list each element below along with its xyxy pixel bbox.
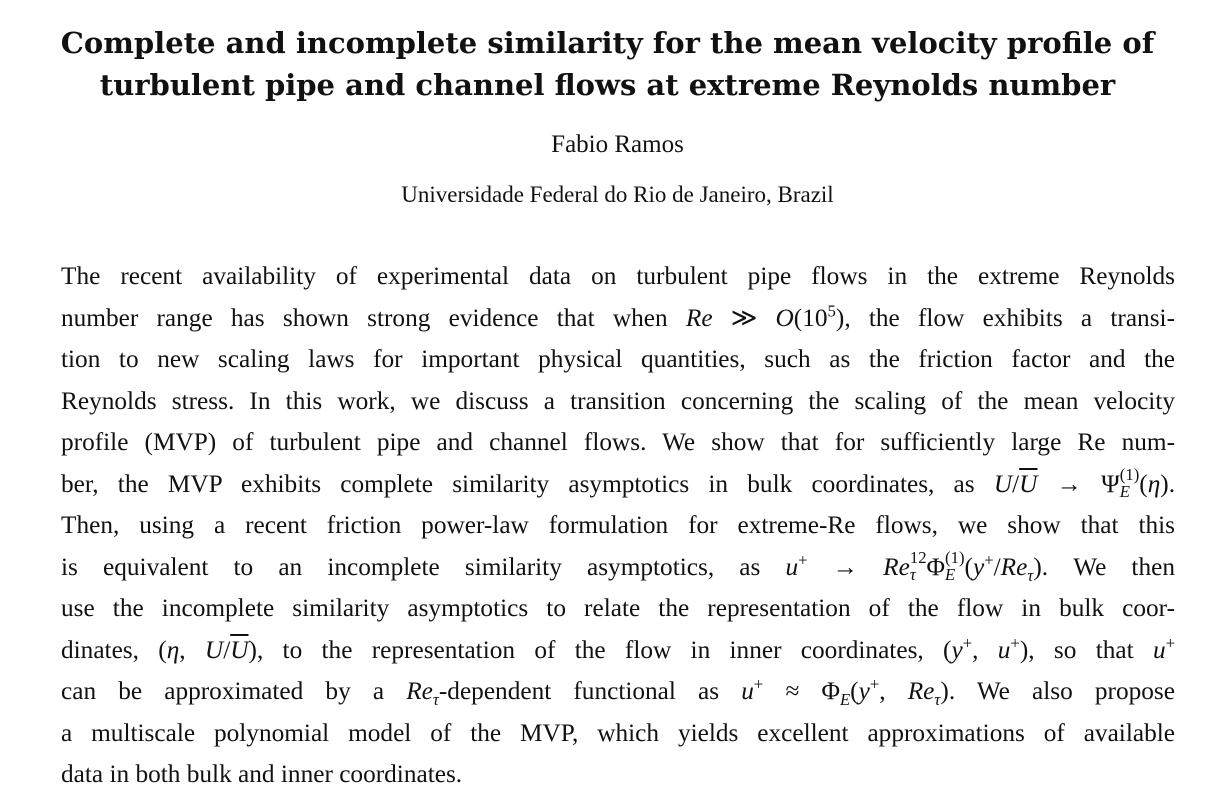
abstract-line: profile (MVP) of turbulent pipe and channel flows. We show that for sufficiently large Re num- — [61, 428, 1175, 456]
author-name: Fabio Ramos — [551, 131, 684, 158]
abstract-line: can be approximated by a $Re_\tau$-dependent functional as $u^+ \approx \Phi_E(y^+$, $Re_\tau$). We also propose — [61, 674, 1175, 710]
math-inner-scaling: u+ → Re 12 τ Φ (1) E $(y^+/Re_\tau)$ — [785, 547, 1042, 585]
math-bulk-scaling: $U/\overline{U} \to \Psi$ (1) E (η). — [993, 464, 1176, 501]
abstract-line: ber, the MVP exhibits complete similarity asymptotics in bulk coordinates, as $U/\overline{U} \to \Psi$ (1) E (η). — [61, 464, 1176, 501]
abstract-line: a multiscale polynomial model of the MVP, which yields excellent approximations of available — [61, 718, 1175, 747]
abstract-line: Reynolds stress. In this work, we discuss a transition concerning the scaling of the mean velocity — [61, 386, 1175, 415]
abstract-line: The recent availability of experimental data on turbulent pipe flows in the extreme Reynolds — [61, 262, 1175, 290]
abstract — [61, 256, 1175, 796]
author-affiliation: Universidade Federal do Rio de Janeiro, Brazil — [401, 182, 834, 207]
abstract-line: data in both bulk and inner coordinates. — [61, 760, 463, 788]
title-line-1: Complete and incomplete similarity for the mean velocity profile of — [60, 26, 1155, 60]
abstract-line: dinates, (η, $U/\overline{U}$), to the representation of the flow in inner coordinates, (y+, u+), so that u+ — [61, 633, 1176, 664]
title-line-2: turbulent pipe and channel flows at extreme Reynolds number — [99, 68, 1116, 102]
abstract-line: tion to new scaling laws for important physical quantities, such as the friction factor and the — [61, 345, 1175, 373]
abstract-line: is equivalent to an incomplete similarity asymptotics, as u+ → Re 12 τ Φ (1) E $(y^+/Re_\tau)$. We then — [61, 547, 1175, 585]
abstract-line: number range has shown strong evidence that when Re ≫ $O(10^5)$, the flow exhibits a transi- — [61, 301, 1175, 332]
abstract-line: use the incomplete similarity asymptotics to relate the representation of the flow in bulk coor- — [61, 594, 1175, 622]
paper-title — [40, 22, 1175, 106]
abstract-line: Then, using a recent friction power-law formulation for extreme-Re flows, we show that this — [61, 511, 1175, 539]
math-re-condition: Re — [685, 303, 713, 332]
